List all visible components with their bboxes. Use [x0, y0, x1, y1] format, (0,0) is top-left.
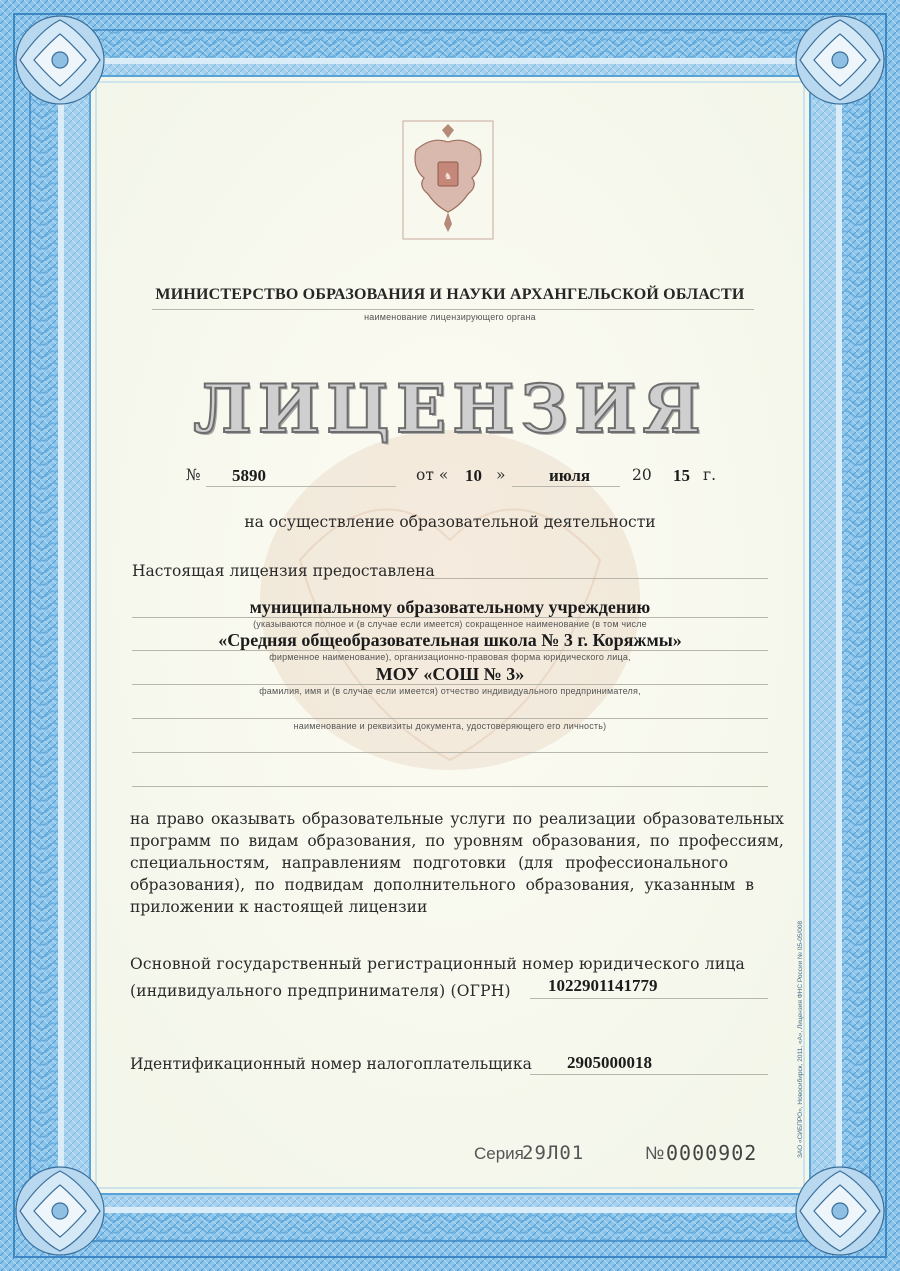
issue-day: 10	[465, 466, 482, 485]
ogrn-label-line-1: Основной государственный регистрационный номер юридического лица	[130, 955, 745, 973]
form-number-label: №	[645, 1143, 665, 1163]
inn-underline	[530, 1074, 768, 1075]
series-value: 29Л01	[522, 1142, 585, 1164]
rights-line-2: программ по видам образования, по уровням образования, по профессиям,	[130, 832, 784, 850]
inn-label: Идентификационный номер налогоплательщика	[130, 1055, 532, 1073]
license-number: 5890	[232, 466, 266, 485]
license-purpose: на осуществление образовательной деятельности	[244, 513, 656, 531]
grantee-line-2: «Средняя общеобразовательная школа № 3 г. Коряжмы»	[218, 630, 682, 650]
authority-underline	[152, 309, 754, 310]
ogrn-value: 1022901141779	[548, 976, 658, 995]
series-label: Серия	[474, 1144, 524, 1163]
rights-line-4: образования), по подвидам дополнительного образования, указанным в	[130, 876, 754, 894]
grantee-caption-2: фирменное наименование), организационно-правовая форма юридического лица,	[269, 652, 631, 662]
ogrn-underline	[530, 998, 768, 999]
printer-note: ЗАО «СИБПРО», Новосибирск, 2011, «А», Лицензия ФНС России № 05-05/008	[797, 920, 804, 1158]
grantee-intro: Настоящая лицензия предоставлена	[132, 562, 435, 580]
year-label: г.	[703, 466, 717, 484]
form-number: 0000902	[666, 1141, 758, 1165]
rights-line-1: на право оказывать образовательные услуги по реализации образовательных	[130, 810, 784, 828]
rights-line-5: приложении к настоящей лицензии	[130, 898, 428, 916]
authority-name: МИНИСТЕРСТВО ОБРАЗОВАНИЯ И НАУКИ АРХАНГЕЛЬСКОЙ ОБЛАСТИ	[155, 286, 745, 303]
rights-line-3: специальностям, направлениям подготовки (для профессионального	[130, 854, 729, 872]
number-underline	[206, 486, 396, 487]
ogrn-label-line-2: (индивидуального предпринимателя) (ОГРН)	[130, 982, 511, 1000]
document-title: ЛИЦЕНЗИЯ	[193, 370, 707, 448]
issue-month: июля	[549, 466, 591, 485]
grantee-underline-6	[132, 786, 768, 787]
from-label: от «	[416, 466, 449, 484]
number-label: №	[186, 466, 201, 484]
grantee-underline-5	[132, 752, 768, 753]
grantee-underline-2	[132, 650, 768, 651]
grantee-underline-3	[132, 684, 768, 685]
grantee-line-1: муниципальному образовательному учреждению	[249, 597, 651, 617]
grantee-intro-underline	[420, 578, 768, 579]
coat-of-arms-emblem	[402, 120, 494, 240]
month-underline	[512, 486, 620, 487]
grantee-caption-3: фамилия, имя и (в случае если имеется) отчество индивидуального предпринимателя,	[259, 686, 641, 696]
day-close: »	[496, 466, 506, 484]
grantee-caption-4: наименование и реквизиты документа, удостоверяющего его личность)	[293, 721, 607, 731]
grantee-underline-4	[132, 718, 768, 719]
grantee-line-3: МОУ «СОШ № 3»	[375, 664, 525, 684]
inn-value: 2905000018	[567, 1053, 652, 1072]
grantee-caption-1: (указываются полное и (в случае если имеется) сокращенное наименование (в том числе	[253, 619, 647, 629]
authority-caption: наименование лицензирующего органа	[364, 312, 536, 322]
issue-year: 15	[673, 466, 690, 485]
year-prefix: 20	[632, 466, 652, 484]
grantee-underline-1	[132, 617, 768, 618]
svg-text:♞: ♞	[443, 172, 453, 182]
